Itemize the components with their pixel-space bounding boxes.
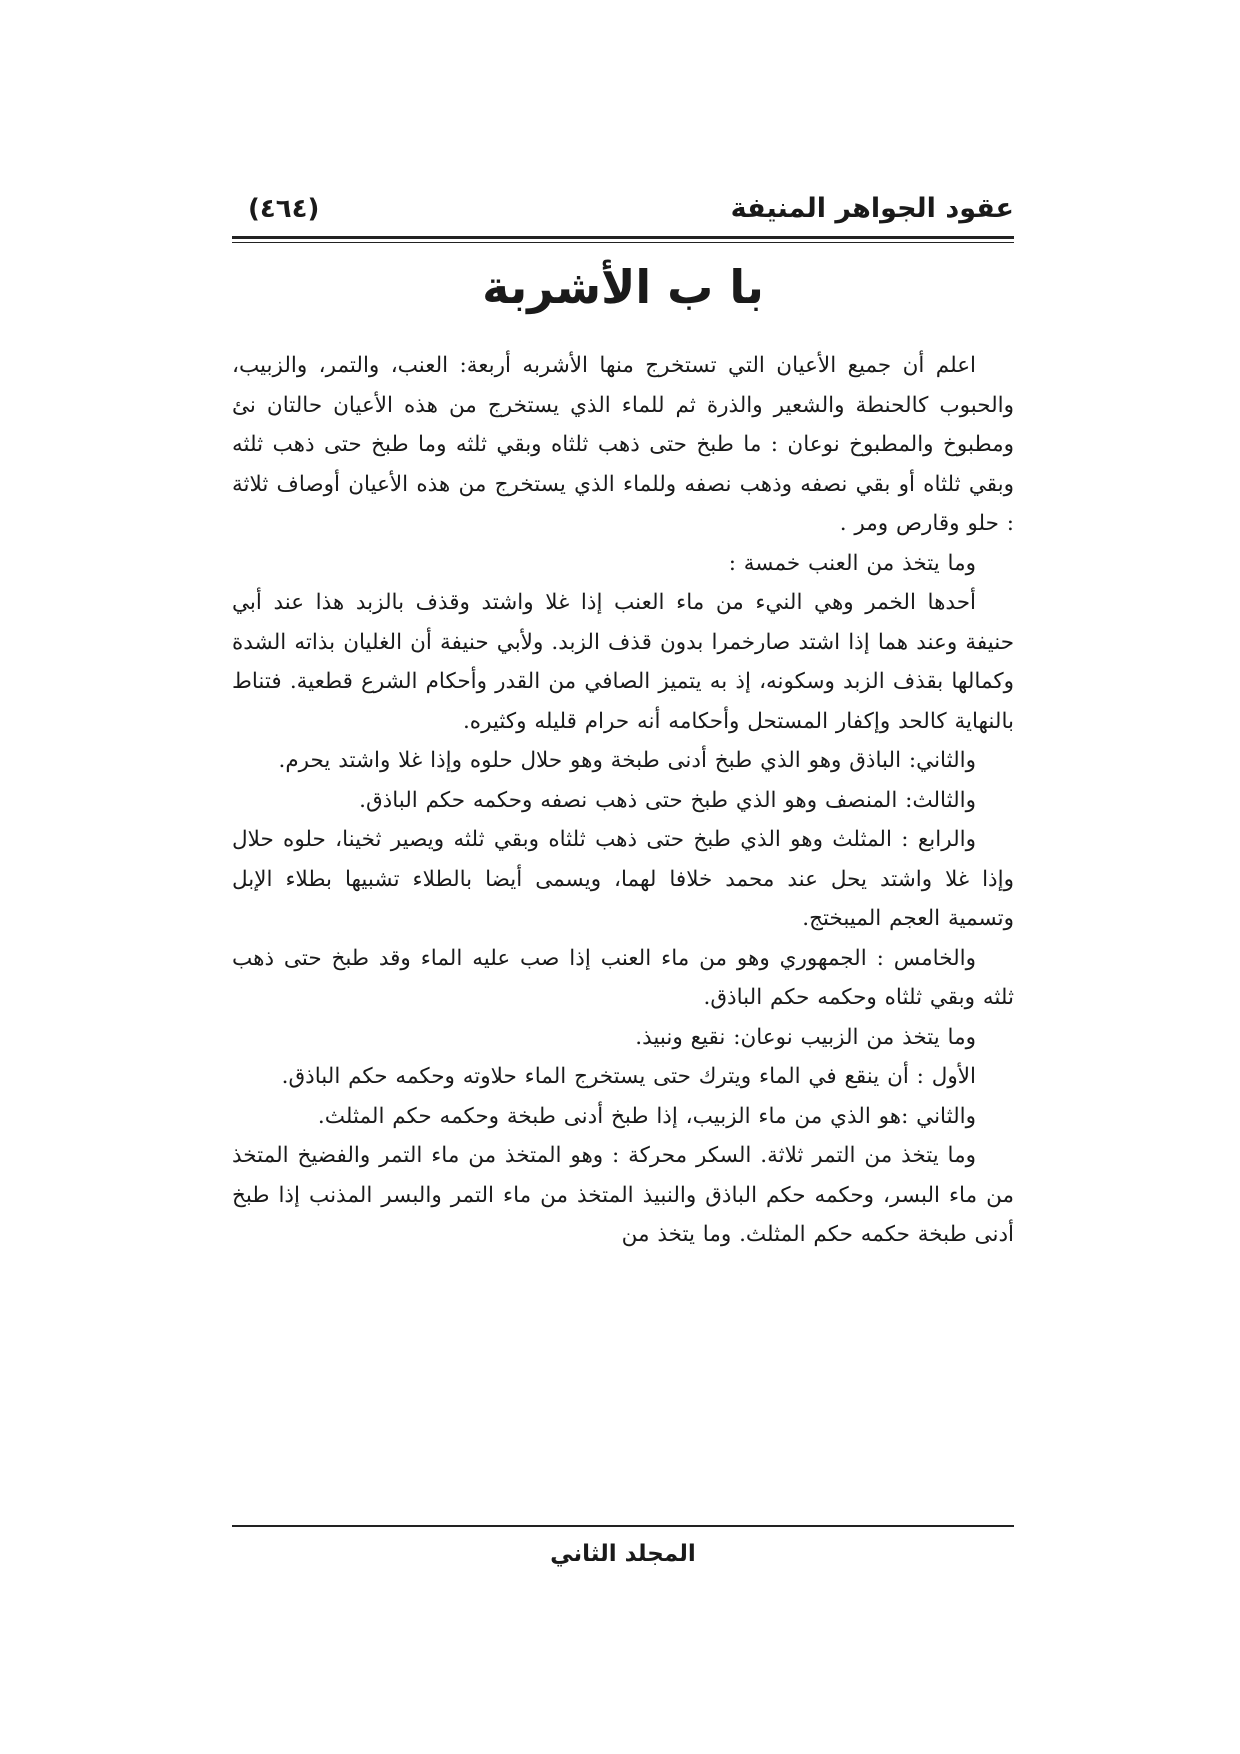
paragraph-muthallath: والرابع : المثلث وهو الذي طبخ حتى ذهب ثلثاه وبقي ثلثه ويصير ثخينا، حلوه حلال وإذا غلا واشتد يحل عند محمد خلافا لهما، ويسمى أيضا بالطلاء تشبيها بطلاء الإبل وتسمية العجم الميبختج.	[232, 827, 1014, 931]
footer-rule	[232, 1525, 1014, 1527]
chapter-title: با ب الأشربة	[482, 260, 764, 314]
paragraph-raisin-heading: وما يتخذ من الزبيب نوعان: نقيع ونبيذ.	[635, 1024, 976, 1050]
running-title: عقود الجواهر المنيفة	[730, 193, 1014, 224]
header-rule-thin	[232, 242, 1014, 243]
paragraph-khamr: أحدها الخمر وهي النيء من ماء العنب إذا غلا واشتد وقذف بالزبد هذا عند أبي حنيفة وعند هما إذا اشتد صارخمرا بدون قذف الزبد. ولأبي حنيفة أن الغليان بذاته الشدة وكمالها بقذف الزبد وسكونه، إذ به يتميز الصافي من القدر وأحكام الشرع قطعية. فتناط بالنهاية كالحد وإكفار المستحل وأحكامه أنه حرام قليله وكثيره.	[232, 590, 1014, 734]
paragraph-grape-heading: وما يتخذ من العنب خمسة :	[728, 550, 976, 576]
paragraph-nabidh-raisin: والثاني :هو الذي من ماء الزبيب، إذا طبخ أدنى طبخة وحكمه حكم المثلث.	[317, 1103, 976, 1129]
paragraph-intro: اعلم أن جميع الأعيان التي تستخرج منها الأشربه أربعة: العنب، والتمر، والزبيب، والحبوب كالحنطة والشعير والذرة ثم للماء الذي يستخرج من هذه الأعيان حالتان نئ ومطبوخ والمطبوخ نوعان : ما طبخ حتى ذهب ثلثاه وبقي ثلثه وما طبخ حتى ذهب ثلثه وبقي ثلثاه أو بقي نصفه وذهب نصفه وللماء الذي يستخرج من هذه الأعيان أوصاف ثلاثة : حلو وقارص ومر .	[232, 353, 1014, 536]
page-header	[232, 186, 1014, 232]
header-rule-thick	[232, 236, 1014, 239]
paragraph-dates: وما يتخذ من التمر ثلاثة. السكر محركة : وهو المتخذ من ماء التمر والفضيخ المتخذ من ماء البسر، وحكمه حكم الباذق والنبيذ المتخذ من ماء التمر والبسر المذنب إذا طبخ أدنى طبخة حكمه حكم المثلث. وما يتخذ من	[232, 1143, 1014, 1247]
paragraph-munassaf: والثالث: المنصف وهو الذي طبخ حتى ذهب نصفه وحكمه حكم الباذق.	[359, 787, 976, 813]
paragraph-jumhuri: والخامس : الجمهوري وهو من ماء العنب إذا صب عليه الماء وقد طبخ حتى ذهب ثلثه وبقي ثلثاه وحكمه حكم الباذق.	[232, 945, 1014, 1010]
paragraph-badhiq: والثاني: الباذق وهو الذي طبخ أدنى طبخة وهو حلال حلوه وإذا غلا واشتد يحرم.	[278, 748, 976, 773]
paragraph-naqi: الأول : أن ينقع في الماء ويترك حتى يستخرج الماء حلاوته وحكمه حكم الباذق.	[281, 1064, 976, 1089]
volume-label: المجلد الثاني	[550, 1541, 696, 1567]
body-text	[232, 346, 1014, 1255]
page-number: (٤٦٤)	[248, 194, 320, 224]
